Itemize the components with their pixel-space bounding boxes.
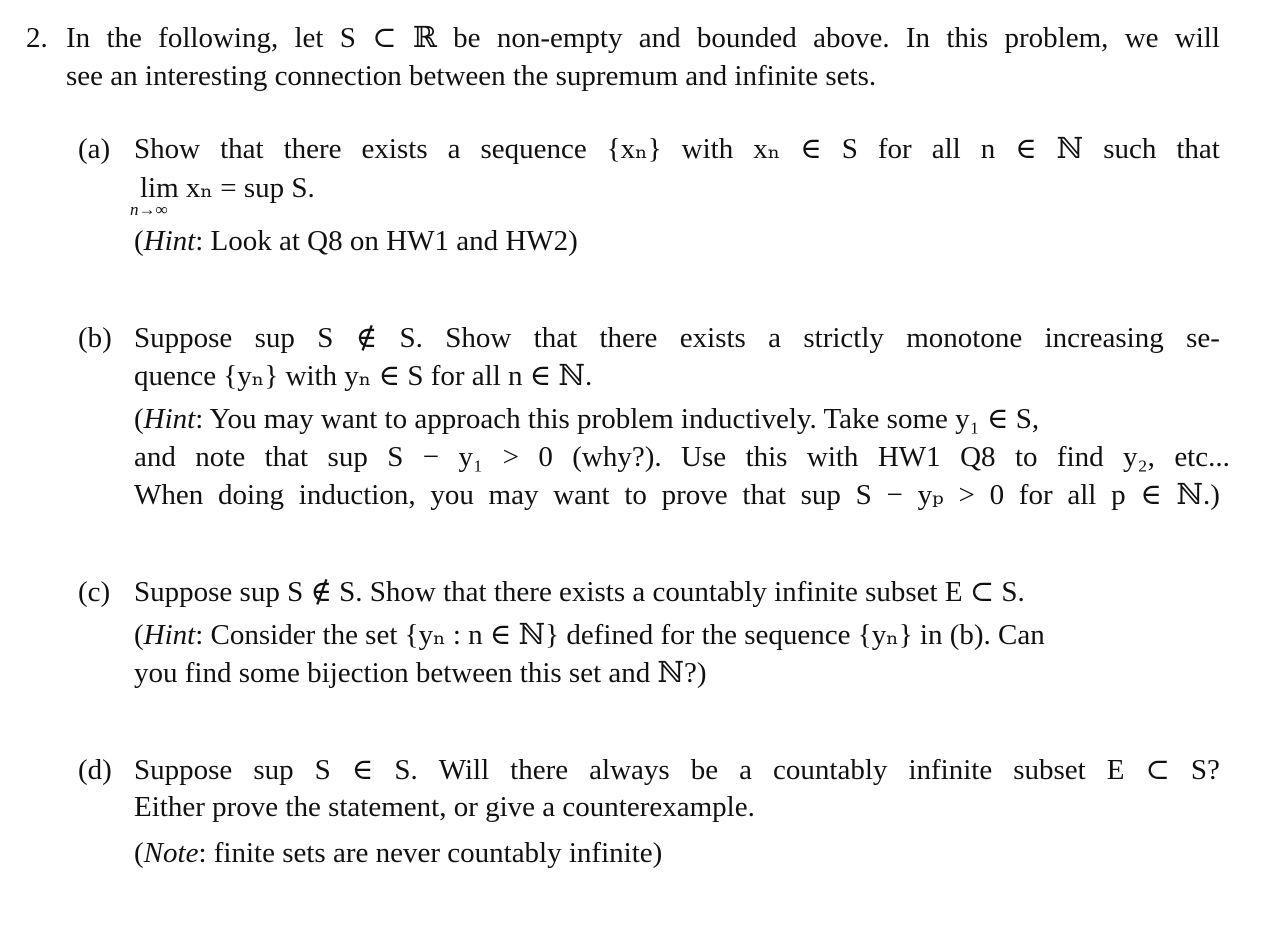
word: will — [1174, 22, 1220, 54]
word: infinite — [908, 754, 993, 786]
part-c-hint-line-2: you find some bijection between this set and ℕ?) — [134, 657, 707, 689]
word: all — [931, 133, 961, 165]
word: ℕ — [1056, 133, 1084, 165]
word: ∈ — [351, 754, 374, 786]
part-a-hint-text: : Look at Q8 on HW1 and HW2) — [195, 225, 578, 257]
word: that — [533, 322, 578, 354]
word: problem, — [1004, 22, 1109, 54]
part-c-hint-open: (Hint: Consider the set {yₙ : n ∈ ℕ} defined for the sequence {yₙ} in (b). Can — [134, 619, 1045, 651]
word: to — [1014, 441, 1038, 473]
word: S. — [399, 322, 423, 354]
word: there — [599, 322, 658, 354]
word: Will — [438, 754, 490, 786]
part-a-limit-expression: lim xₙ = sup S. — [140, 172, 315, 204]
part-b-hint-line-3 — [134, 479, 1220, 512]
word: for — [877, 133, 912, 165]
part-b-hint-open: (Hint: You may want to approach this problem inductively. Take some y₁ ∈ S, — [134, 403, 1040, 435]
part-b-label: (b) — [78, 322, 112, 354]
word: be — [690, 754, 719, 786]
word: that — [1176, 133, 1220, 165]
word: we — [1124, 22, 1159, 54]
word: exists — [361, 133, 428, 165]
hint-label: Hint — [143, 403, 196, 435]
word: ∈ — [1015, 133, 1037, 165]
word: y₂, — [1123, 441, 1155, 473]
word: find — [1056, 441, 1104, 473]
word: that — [742, 479, 786, 511]
word: E — [1106, 754, 1125, 786]
word: When — [134, 479, 204, 511]
word: this — [745, 441, 788, 473]
word: S — [317, 322, 334, 354]
word: sup — [800, 479, 841, 511]
word: Q8 — [960, 441, 996, 473]
word: ∈ — [1140, 479, 1162, 511]
word: Suppose — [134, 754, 233, 786]
word: non-empty — [496, 22, 623, 54]
part-a-hint: (Hint: Look at Q8 on HW1 and HW2) — [134, 225, 578, 257]
word: prove — [661, 479, 728, 511]
word: etc... — [1174, 441, 1230, 473]
part-b-hint-line-1 — [134, 403, 1220, 436]
word: you — [430, 479, 474, 511]
word: ⊂ — [372, 22, 397, 54]
word: ℝ — [412, 22, 437, 54]
word: In — [66, 22, 91, 54]
word: xₙ — [753, 133, 781, 165]
word: that — [264, 441, 309, 473]
word: n — [980, 133, 996, 165]
hint-label: Hint — [143, 225, 196, 257]
hint-label: Hint — [143, 619, 196, 651]
word: bounded — [696, 22, 797, 54]
word: sup — [254, 322, 295, 354]
word: {xₙ} — [606, 133, 662, 165]
word: > — [502, 441, 519, 473]
word: following, — [158, 22, 279, 54]
word: sequence — [480, 133, 587, 165]
word: such — [1103, 133, 1157, 165]
part-d-note: (Note: finite sets are never countably infinite) — [134, 837, 663, 869]
word: above. — [813, 22, 890, 54]
word: for — [1018, 479, 1053, 511]
word: S — [855, 479, 872, 511]
part-d-note-text: : finite sets are never countably infinite) — [198, 837, 663, 869]
word: and — [638, 22, 681, 54]
word: the — [106, 22, 142, 54]
word: all — [1067, 479, 1097, 511]
part-b-text-line-2: quence {yₙ} with yₙ ∈ S for all n ∈ ℕ. — [134, 360, 593, 392]
word: that — [220, 133, 264, 165]
part-d-label: (d) — [78, 754, 112, 786]
part-b-hint-text-1: : You may want to approach this problem inductively. Take some y₁ ∈ S, — [195, 403, 1040, 435]
word: sup — [253, 754, 294, 786]
problem-number: 2. — [26, 22, 48, 54]
part-c-label: (c) — [78, 576, 111, 608]
word: S — [314, 754, 331, 786]
word: Show — [134, 133, 201, 165]
word: with — [681, 133, 734, 165]
word: ∉ — [355, 322, 378, 354]
word: exists — [679, 322, 746, 354]
part-c-text-line-1: Suppose sup S ∉ S. Show that there exists a countably infinite subset E ⊂ S. — [134, 576, 1025, 608]
word: In — [905, 22, 931, 54]
word: S — [387, 441, 404, 473]
word: there — [283, 133, 342, 165]
word: HW1 — [877, 441, 941, 473]
word: strictly — [803, 322, 884, 354]
word: a — [447, 133, 461, 165]
word: ∈ — [800, 133, 822, 165]
part-b-hint-line-2 — [134, 441, 1230, 474]
word: induction, — [298, 479, 416, 511]
word: ⊂ — [1145, 754, 1170, 786]
part-a-limit-subscript: n→∞ — [130, 200, 168, 219]
word: 0 — [989, 479, 1005, 511]
word: 0 — [538, 441, 553, 473]
word: − — [422, 441, 440, 473]
word: be — [453, 22, 481, 54]
word: p — [1111, 479, 1126, 511]
word: ℕ.) — [1176, 479, 1220, 511]
note-label: Note — [143, 837, 199, 869]
word: may — [488, 479, 539, 511]
word: and — [134, 441, 176, 473]
word: always — [589, 754, 670, 786]
word: countably — [773, 754, 888, 786]
word: a — [739, 754, 753, 786]
part-a-text-line-1 — [134, 133, 1220, 166]
problem-intro-line-2: see an interesting connection between the supremum and infinite sets. — [66, 60, 877, 92]
part-c-hint-line-1 — [134, 619, 1220, 652]
word: sup — [327, 441, 368, 473]
problem-intro-line-1 — [66, 22, 1220, 55]
word: monotone — [906, 322, 1023, 354]
word: Show — [445, 322, 512, 354]
word: S — [841, 133, 858, 165]
word: let — [294, 22, 324, 54]
word: a — [768, 322, 782, 354]
word: doing — [217, 479, 285, 511]
word: yₚ — [917, 479, 944, 511]
word: S. — [394, 754, 418, 786]
word: − — [886, 479, 903, 511]
word: to — [624, 479, 647, 511]
word: this — [946, 22, 989, 54]
word: Use — [681, 441, 727, 473]
word: > — [958, 479, 975, 511]
part-c-hint-text-1: : Consider the set {yₙ : n ∈ ℕ} defined for the sequence {yₙ} in (b). Can — [195, 619, 1045, 651]
word: want — [553, 479, 610, 511]
word: S? — [1190, 754, 1220, 786]
word: note — [195, 441, 246, 473]
word: S — [339, 22, 356, 54]
part-b-text-line-1 — [134, 322, 1220, 355]
part-d-text-line-1 — [134, 754, 1220, 787]
word: there — [510, 754, 569, 786]
word: increasing — [1044, 322, 1164, 354]
word: y₁ — [458, 441, 484, 473]
word: subset — [1013, 754, 1086, 786]
word: (why?). — [572, 441, 662, 473]
word: with — [806, 441, 859, 473]
part-d-text-line-2: Either prove the statement, or give a counterexample. — [134, 791, 755, 823]
part-a-label: (a) — [78, 133, 111, 165]
word: Suppose — [134, 322, 233, 354]
word: se- — [1186, 322, 1220, 354]
